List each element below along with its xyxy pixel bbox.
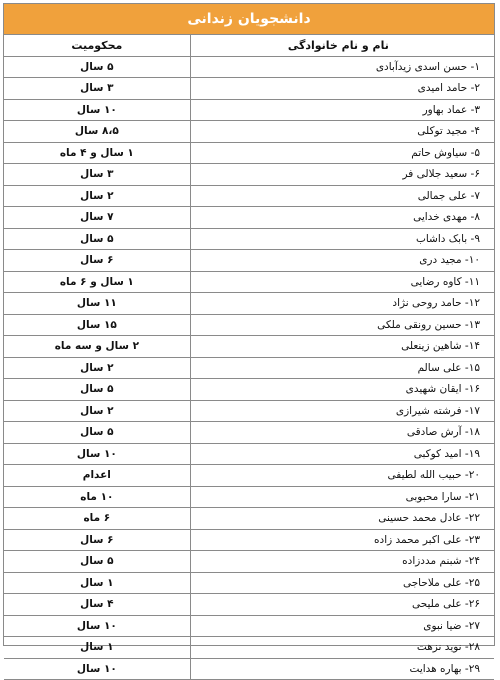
table-row (4, 56, 494, 78)
sentence-cell: ۲ سال (4, 357, 190, 379)
table-row (4, 529, 494, 551)
sentence-cell: ۶ سال (4, 250, 190, 272)
student-name-cell: ۱- حسن اسدی زیدآبادی (190, 56, 494, 78)
student-name-cell: ۲۸- نوید نزهت (190, 637, 494, 659)
table-row (4, 422, 494, 444)
table-row (4, 228, 494, 250)
student-name-cell: ۲- حامد امیدی (190, 78, 494, 100)
student-name-cell: ۲۲- عادل محمد حسینی (190, 508, 494, 530)
student-name-cell: ۸- مهدی خدایی (190, 207, 494, 229)
student-name-cell: ۱۳- حسین رونقی ملکی (190, 314, 494, 336)
student-name-cell: ۱۰- مجید دری (190, 250, 494, 272)
sentence-cell: ۱ سال (4, 637, 190, 659)
table-row (4, 572, 494, 594)
table-row (4, 508, 494, 530)
table-header-row (4, 35, 494, 56)
student-name-cell: ۴- مجید توکلی (190, 121, 494, 143)
table-row (4, 594, 494, 616)
sentence-cell: ۱۰ ماه (4, 486, 190, 508)
sentence-cell: ۵ سال (4, 56, 190, 78)
sentence-cell: ۲ سال (4, 185, 190, 207)
sentence-cell: ۱ سال و ۴ ماه (4, 142, 190, 164)
table-row (4, 379, 494, 401)
table-row (4, 78, 494, 100)
table-row (4, 207, 494, 229)
table-row (4, 99, 494, 121)
sentence-cell: ۱۰ سال (4, 658, 190, 680)
sentence-cell: ۶ ماه (4, 508, 190, 530)
student-name-cell: ۱۵- علی سالم (190, 357, 494, 379)
header-name: نام و نام خانوادگی (190, 35, 494, 56)
student-name-cell: ۱۴- شاهین زینعلی (190, 336, 494, 358)
sentence-cell: ۵ سال (4, 422, 190, 444)
sentence-cell: ۶ سال (4, 529, 190, 551)
student-name-cell: ۲۴- شبنم مددزاده (190, 551, 494, 573)
student-name-cell: ۱۶- ایقان شهیدی (190, 379, 494, 401)
table-row (4, 465, 494, 487)
table-row (4, 443, 494, 465)
sentence-cell: ۲ سال (4, 400, 190, 422)
table-row (4, 615, 494, 637)
sentence-cell: ۸،۵ سال (4, 121, 190, 143)
table-row (4, 185, 494, 207)
student-name-cell: ۱۲- حامد روحی نژاد (190, 293, 494, 315)
sentence-cell: ۲ سال و سه ماه (4, 336, 190, 358)
sentence-cell: اعدام (4, 465, 190, 487)
student-name-cell: ۲۱- سارا محبوبی (190, 486, 494, 508)
student-name-cell: ۶- سعید جلالی فر (190, 164, 494, 186)
sentence-cell: ۳ سال (4, 78, 190, 100)
sentence-cell: ۵ سال (4, 379, 190, 401)
sentence-cell: ۱۱ سال (4, 293, 190, 315)
sentence-cell: ۱۰ سال (4, 615, 190, 637)
student-name-cell: ۹- بابک داشاب (190, 228, 494, 250)
table-row (4, 551, 494, 573)
table-row (4, 637, 494, 659)
sentence-cell: ۱۵ سال (4, 314, 190, 336)
table-row (4, 142, 494, 164)
student-name-cell: ۲۵- علی ملاحاجی (190, 572, 494, 594)
sentence-cell: ۱ سال و ۶ ماه (4, 271, 190, 293)
table-row (4, 400, 494, 422)
student-name-cell: ۱۹- امید کوکبی (190, 443, 494, 465)
student-name-cell: ۲۹- بهاره هدایت (190, 658, 494, 680)
sentence-cell: ۵ سال (4, 228, 190, 250)
sentence-cell: ۵ سال (4, 551, 190, 573)
sentence-cell: ۷ سال (4, 207, 190, 229)
student-name-cell: ۲۳- علی اکبر محمد زاده (190, 529, 494, 551)
student-name-cell: ۷- علی جمالی (190, 185, 494, 207)
sentence-cell: ۱ سال (4, 572, 190, 594)
table-row (4, 336, 494, 358)
table-row (4, 271, 494, 293)
student-name-cell: ۲۶- علی ملیحی (190, 594, 494, 616)
sentence-cell: ۱۰ سال (4, 443, 190, 465)
prisoners-table (4, 35, 494, 680)
table-row (4, 164, 494, 186)
student-name-cell: ۱۸- آرش صادقی (190, 422, 494, 444)
table-row (4, 314, 494, 336)
student-name-cell: ۳- عماد بهاور (190, 99, 494, 121)
table-row (4, 121, 494, 143)
student-name-cell: ۵- سیاوش حاتم (190, 142, 494, 164)
table-row (4, 293, 494, 315)
student-name-cell: ۲۰- حبیب الله لطیفی (190, 465, 494, 487)
table-title: دانشجویان زندانی (4, 4, 494, 35)
student-name-cell: ۱۷- فرشته شیرازی (190, 400, 494, 422)
header-sentence: محکومیت (4, 35, 190, 56)
student-name-cell: ۲۷- ضیا نبوی (190, 615, 494, 637)
table-row (4, 486, 494, 508)
sentence-cell: ۴ سال (4, 594, 190, 616)
table-row (4, 658, 494, 680)
student-name-cell: ۱۱- کاوه رضایی (190, 271, 494, 293)
table-body (4, 56, 494, 680)
table-row (4, 357, 494, 379)
prisoners-table-document (3, 3, 495, 675)
sentence-cell: ۱۰ سال (4, 99, 190, 121)
table-row (4, 250, 494, 272)
sentence-cell: ۳ سال (4, 164, 190, 186)
